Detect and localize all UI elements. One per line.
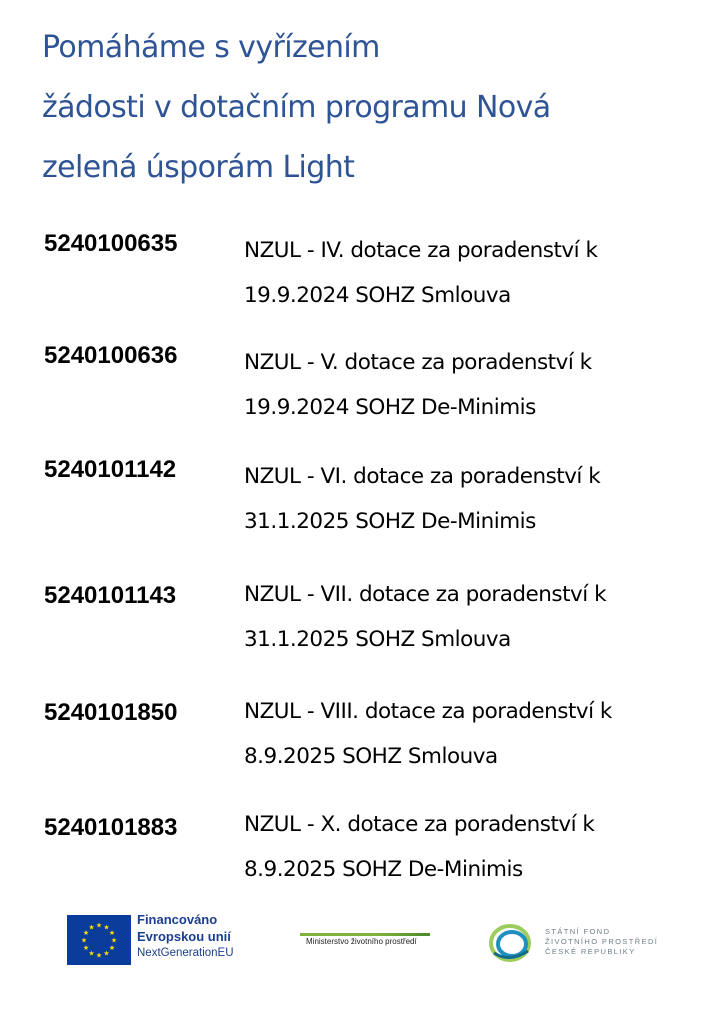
grant-description	[244, 572, 714, 662]
eu-star-icon: ★	[108, 929, 116, 937]
description-line-1: NZUL - VI. dotace za poradenství k	[244, 464, 601, 489]
eu-flag-icon	[67, 915, 131, 965]
eu-star-icon: ★	[110, 936, 118, 945]
description-line-1: NZUL - V. dotace za poradenství k	[244, 350, 592, 375]
eu-label-line-1: Financováno	[137, 912, 218, 927]
application-number: 5240100635	[44, 230, 178, 257]
eu-label-line-3: NextGenerationEU	[137, 947, 234, 959]
eu-star-icon: ★	[88, 923, 95, 932]
funding-logos	[0, 905, 724, 975]
description-line-1: NZUL - X. dotace za poradenství k	[244, 812, 595, 837]
page-title	[42, 18, 682, 198]
sfzp-logo-icon	[488, 923, 536, 963]
eu-star-icon: ★	[95, 951, 103, 960]
application-number: 5240101142	[44, 456, 177, 483]
sfzp-label-line-1: STÁTNÍ FOND	[545, 927, 611, 936]
grant-description	[244, 802, 714, 892]
eu-star-icon: ★	[95, 921, 103, 930]
eu-star-icon: ★	[103, 923, 110, 932]
description-line-2: 19.9.2024 SOHZ Smlouva	[244, 283, 511, 308]
eu-star-icon: ★	[80, 936, 88, 945]
description-line-2: 8.9.2025 SOHZ Smlouva	[244, 744, 498, 769]
grant-description	[244, 340, 714, 430]
eu-star-icon: ★	[108, 944, 116, 952]
eu-star-icon: ★	[88, 949, 95, 958]
ministry-label: Ministerstvo životního prostředí	[306, 937, 417, 946]
description-line-1: NZUL - VIII. dotace za poradenství k	[244, 699, 612, 724]
description-line-1: NZUL - IV. dotace za poradenství k	[244, 238, 598, 263]
application-number: 5240101883	[44, 814, 178, 841]
eu-label-line-2: Evropskou unií	[137, 929, 231, 944]
sfzp-label-line-3: ČESKÉ REPUBLIKY	[545, 947, 636, 956]
eu-star-icon: ★	[82, 929, 90, 937]
grant-description	[244, 228, 714, 318]
title-line-1: Pomáháme s vyřízením	[42, 30, 380, 65]
application-number: 5240100636	[44, 342, 178, 369]
description-line-2: 31.1.2025 SOHZ De-Minimis	[244, 509, 536, 534]
description-line-2: 19.9.2024 SOHZ De-Minimis	[244, 395, 536, 420]
ministry-bar	[300, 933, 430, 936]
description-line-2: 8.9.2025 SOHZ De-Minimis	[244, 857, 523, 882]
grant-description	[244, 689, 714, 779]
ministry-logo	[300, 933, 430, 951]
application-number: 5240101143	[44, 582, 177, 609]
description-line-1: NZUL - VII. dotace za poradenství k	[244, 582, 607, 607]
title-line-3: zelená úsporám Light	[42, 150, 355, 185]
description-line-2: 31.1.2025 SOHZ Smlouva	[244, 627, 511, 652]
sfzp-label	[545, 927, 658, 957]
sfzp-label-line-2: ŽIVOTNÍHO PROSTŘEDÍ	[545, 937, 659, 946]
eu-star-icon: ★	[103, 949, 110, 958]
application-number: 5240101850	[44, 699, 178, 726]
title-line-2: žádosti v dotačním programu Nová	[42, 90, 551, 125]
grant-description	[244, 454, 714, 544]
eu-funding-label	[137, 911, 277, 962]
eu-star-icon: ★	[82, 944, 90, 952]
